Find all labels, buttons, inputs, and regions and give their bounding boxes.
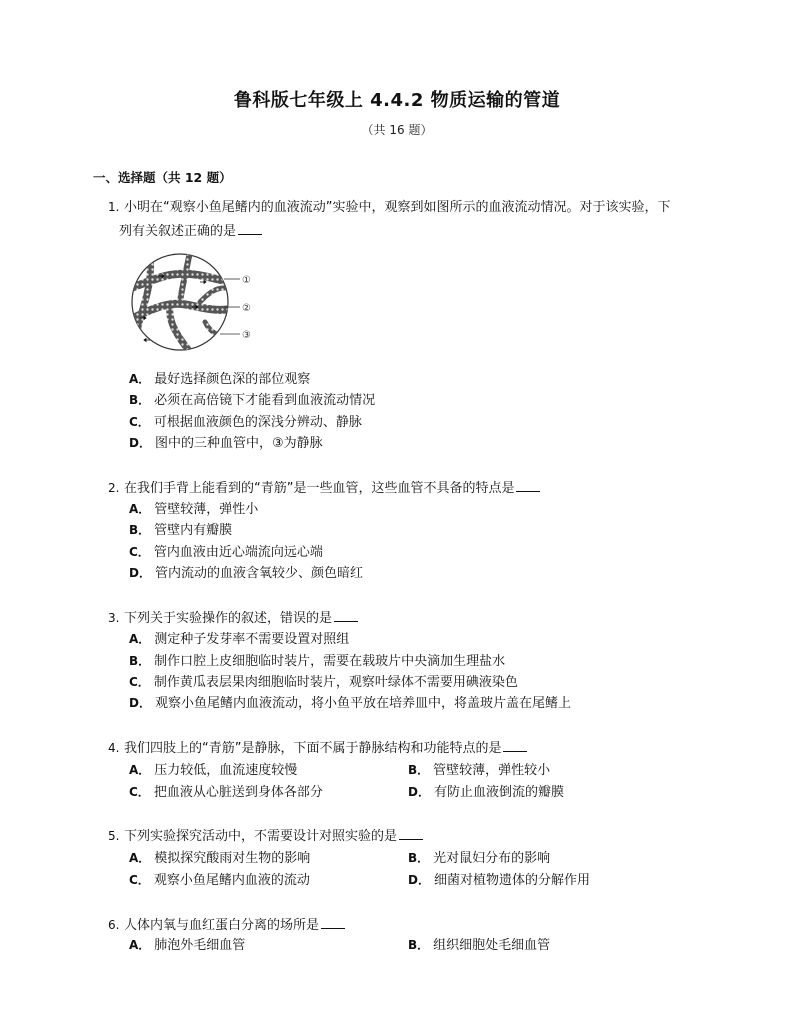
option-d[interactable]: D． 观察小鱼尾鳍内血液流动，将小鱼平放在培养皿中，将盖玻片盖在尾鳍上 [129,696,571,711]
option-c[interactable]: C． 制作黄瓜表层果肉细胞临时装片，观察叶绿体不需要用碘液染色 [129,675,518,690]
option-d[interactable]: D． 细菌对植物遗体的分解作用 [408,873,590,888]
question-number: 4. [108,741,120,755]
stem-line: 下列关于实验操作的叙述，错误的是 [124,611,333,626]
answer-blank[interactable] [321,914,345,929]
question-4-stem [108,736,708,761]
option-c[interactable]: C． 可根据血液颜色的深浅分辨动、静脉 [129,415,362,430]
figure-label-1: ① [242,275,251,286]
stem-line: 我们四肢上的“青筋”是静脉，下面不属于静脉结构和功能特点的是 [124,741,502,756]
option-b[interactable]: B． 组织细胞处毛细血管 [408,938,551,953]
option-b[interactable]: B． 管壁较薄，弹性较小 [408,763,551,778]
stem-line: 列有关叙述正确的是 [119,224,237,239]
stem-line: 在我们手背上能看到的“青筋”是一些血管，这些血管不具备的特点是 [124,481,515,496]
question-3-stem [108,606,708,631]
blood-vessel-figure [120,252,270,352]
answer-blank[interactable] [503,737,527,752]
answer-blank[interactable] [238,220,262,235]
question-1-stem [108,195,708,244]
answer-blank[interactable] [516,477,540,492]
question-number: 1. [108,200,120,214]
question-5-stem [108,824,708,849]
question-count: （共 16 题） [361,123,433,137]
option-a[interactable]: A． 模拟探究酸雨对生物的影响 [129,851,311,866]
option-b[interactable]: B． 管壁内有瓣膜 [129,523,233,538]
option-d[interactable]: D． 有防止血液倒流的瓣膜 [408,785,564,800]
stem-line: 下列实验探究活动中，不需要设计对照实验的是 [124,829,398,844]
figure-label-3: ③ [242,330,251,341]
question-number: 3. [108,611,120,625]
answer-blank[interactable] [334,607,358,622]
option-b[interactable]: B． 光对鼠妇分布的影响 [408,851,551,866]
question-number: 2. [108,481,120,495]
answer-blank[interactable] [399,825,423,840]
option-d[interactable]: D． 图中的三种血管中，③为静脉 [129,436,323,451]
option-c[interactable]: C． 观察小鱼尾鳍内血液的流动 [129,873,310,888]
option-a[interactable]: A． 管壁较薄，弹性小 [129,502,259,517]
option-c[interactable]: C． 把血液从心脏送到身体各部分 [129,785,323,800]
document-title: 鲁科版七年级上 4.4.2 物质运输的管道 [233,90,561,111]
option-d[interactable]: D． 管内流动的血液含氧较少、颜色暗红 [129,566,363,581]
question-number: 5. [108,829,120,843]
section-heading: 一、选择题（共 12 题） [93,170,232,185]
option-b[interactable]: B． 制作口腔上皮细胞临时装片，需要在载玻片中央滴加生理盐水 [129,654,506,669]
stem-line: 人体内氧与血红蛋白分离的场所是 [124,918,320,933]
option-a[interactable]: A． 测定种子发芽率不需要设置对照组 [129,632,350,647]
figure-label-2: ② [242,303,251,314]
option-a[interactable]: A． 最好选择颜色深的部位观察 [129,372,311,387]
option-a[interactable]: A． 肺泡外毛细血管 [129,938,246,953]
option-c[interactable]: C． 管内血液由近心端流向远心端 [129,545,323,560]
question-2-stem [108,476,708,501]
option-a[interactable]: A． 压力较低，血流速度较慢 [129,763,298,778]
option-b[interactable]: B． 必须在高倍镜下才能看到血液流动情况 [129,393,376,408]
question-number: 6. [108,918,120,932]
stem-line: 小明在“观察小鱼尾鳍内的血液流动”实验中，观察到如图所示的血液流动情况。对于该实验，下 [124,200,671,215]
